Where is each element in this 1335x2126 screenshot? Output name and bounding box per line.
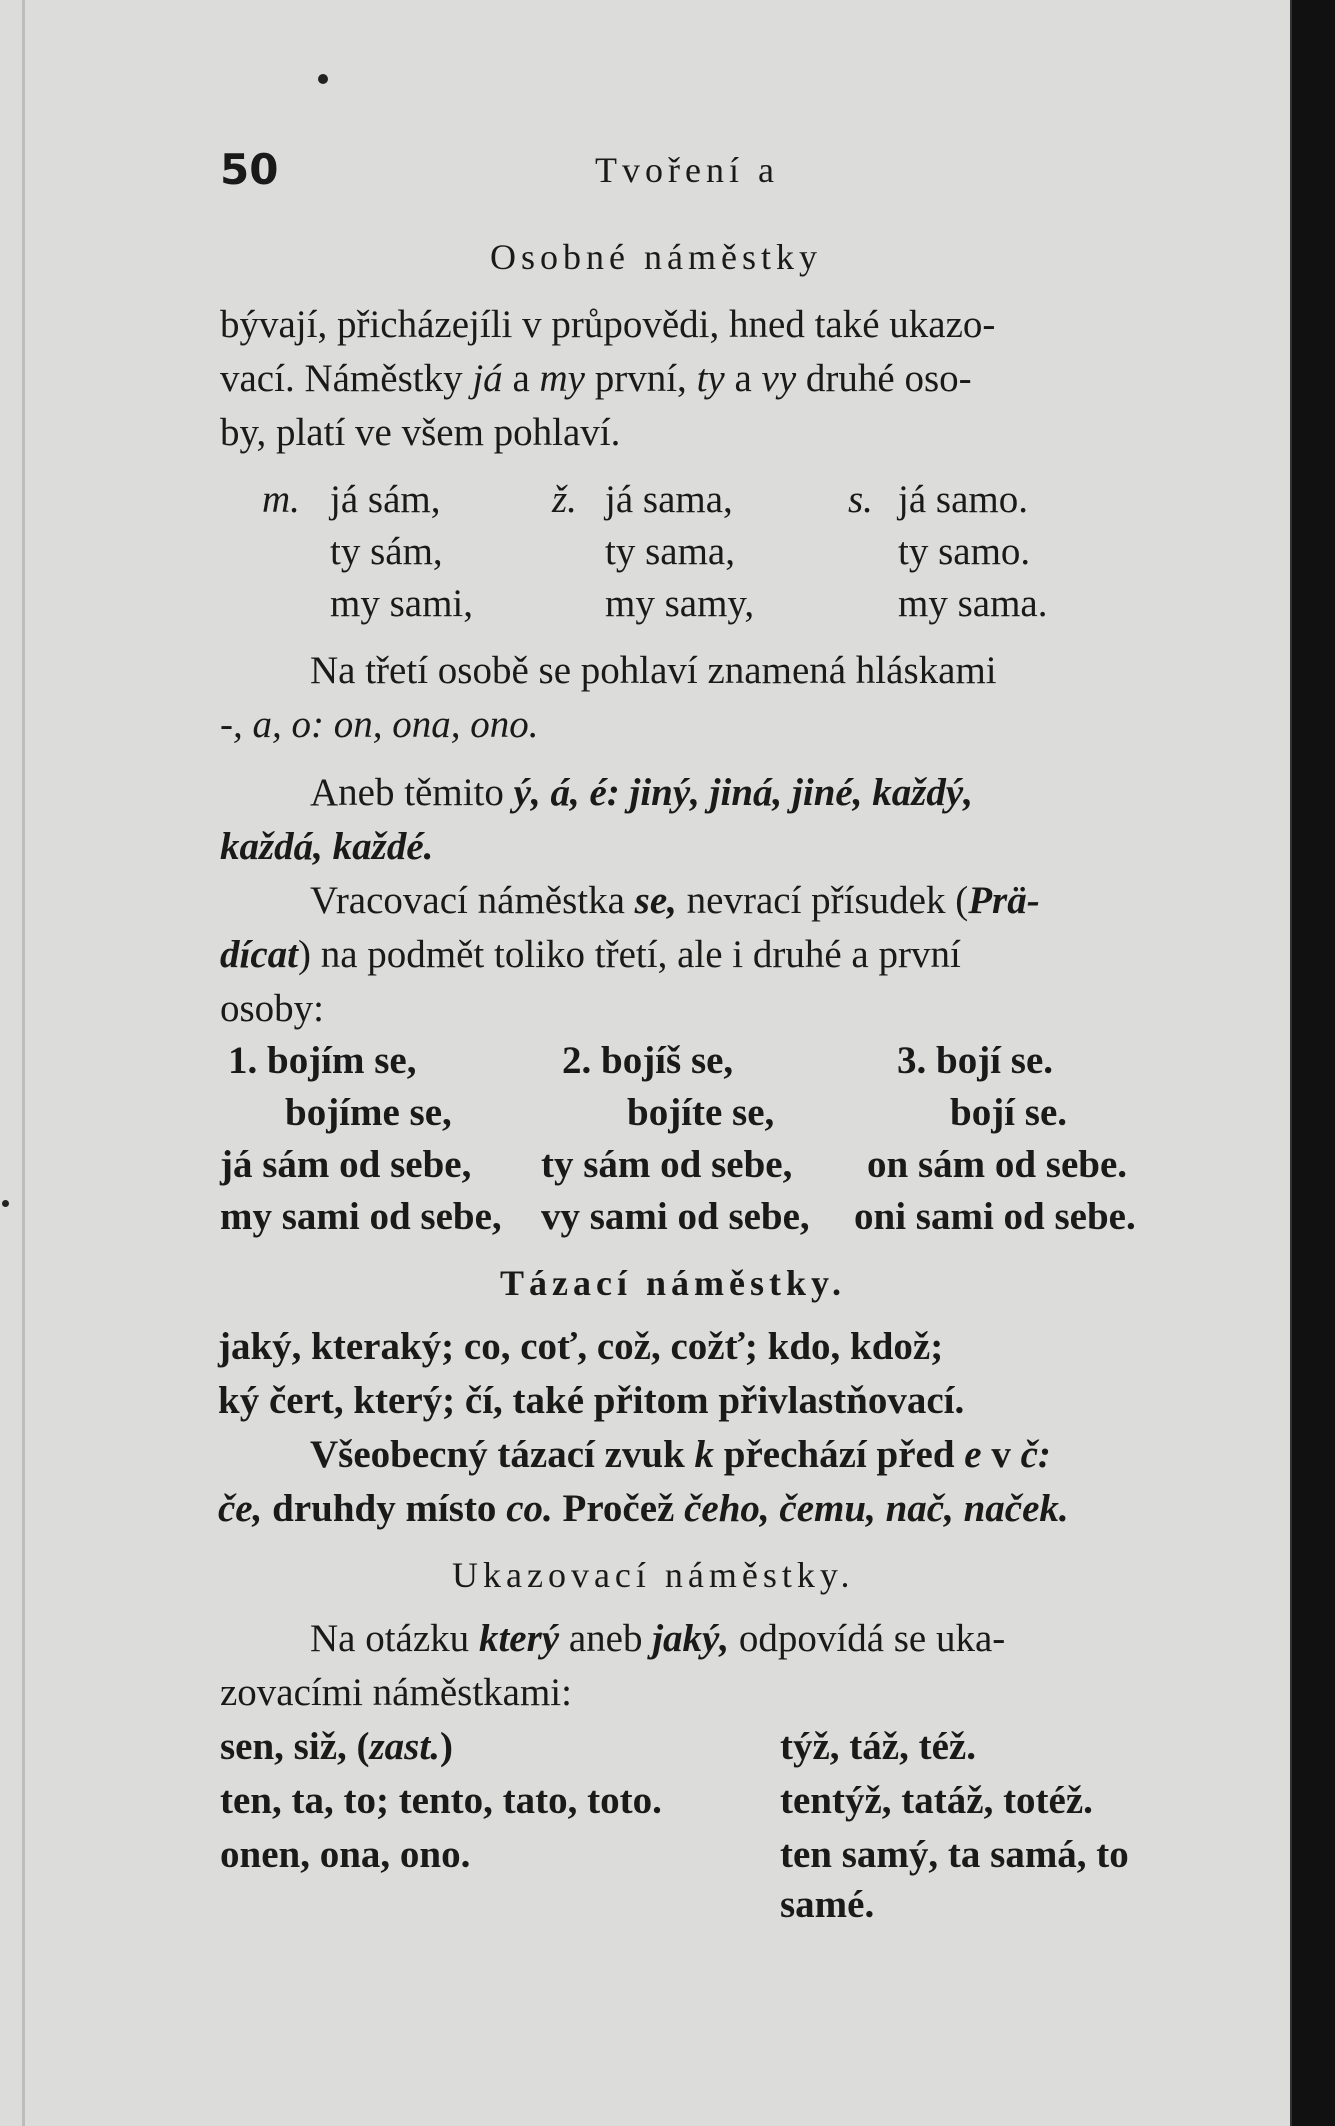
gender-label-s: s. <box>848 478 873 521</box>
text-line: Na třetí osobě se pohlaví znamená hláskami <box>310 649 997 692</box>
table-cell: ty sám od sebe, <box>541 1143 793 1186</box>
text-line: týž, táž, též. <box>780 1725 976 1768</box>
text-line: onen, ona, ono. <box>220 1833 471 1876</box>
text-line: ten, ta, to; tento, tato, toto. <box>220 1779 662 1822</box>
table-cell: on sám od sebe. <box>867 1143 1128 1186</box>
section-heading-personal: Osobné náměstky <box>490 237 822 277</box>
text-line: Na otázku který aneb jaký, odpovídá se uka- <box>310 1617 1006 1660</box>
table-cell: 3. bojí se. <box>897 1039 1053 1082</box>
scan-dark-edge <box>1292 0 1335 2126</box>
text-line: če, druhdy místo co. Pročež čeho, čemu, nač, naček. <box>218 1487 1069 1530</box>
table-cell: vy sami od sebe, <box>541 1195 810 1238</box>
text-line: sen, siž, (zast.) <box>220 1725 453 1768</box>
gender-label-m: m. <box>262 478 300 521</box>
text-line: vací. Náměstky já a my první, ty a vy druhé oso- <box>220 357 972 400</box>
text-line: Aneb těmito ý, á, é: jiný, jiná, jiné, každý, <box>310 771 973 814</box>
section-heading-interrogative: Tázací náměstky. <box>500 1263 846 1303</box>
text-line: Všeobecný tázací zvuk k přechází před e v č: <box>310 1433 1051 1476</box>
table-cell: ty samo. <box>898 530 1031 573</box>
table-cell: bojíte se, <box>627 1091 775 1134</box>
text-line: každá, každé. <box>220 825 434 868</box>
page-number: 50 <box>220 145 279 194</box>
gender-label-z: ž. <box>552 478 577 521</box>
text-line: ký čert, který; čí, také přitom přivlastňovací. <box>218 1379 965 1422</box>
table-cell: já sám, <box>330 478 441 521</box>
text-line: -, a, o: on, ona, ono. <box>220 703 539 746</box>
table-cell: my sami, <box>330 582 473 625</box>
table-cell: já sama, <box>605 478 733 521</box>
section-heading-demonstrative: Ukazovací náměstky. <box>452 1555 855 1595</box>
text-line: Vracovací náměstka se, nevrací přísudek (Prä- <box>310 879 1040 922</box>
text-line: dícat) na podmět toliko třetí, ale i druhé a první <box>220 933 961 976</box>
table-cell: ty sám, <box>330 530 443 573</box>
text-line: by, platí ve všem pohlaví. <box>220 411 621 454</box>
running-title: Tvoření a <box>595 150 779 190</box>
ink-dot <box>2 1200 9 1207</box>
table-cell: oni sami od sebe. <box>854 1195 1136 1238</box>
ink-dot <box>318 74 328 84</box>
text-line: ten samý, ta samá, to <box>780 1833 1129 1876</box>
table-cell: ty sama, <box>605 530 735 573</box>
table-cell: my sami od sebe, <box>220 1195 502 1238</box>
table-cell: já sám od sebe, <box>220 1143 472 1186</box>
text-line: bývají, přicházejíli v průpovědi, hned také ukazo- <box>220 303 996 346</box>
scan-edge-line <box>22 0 25 2126</box>
text-line: tentýž, tatáž, totéž. <box>780 1779 1093 1822</box>
text-line: samé. <box>780 1883 875 1926</box>
table-cell: 2. bojíš se, <box>562 1039 734 1082</box>
table-cell: my sama. <box>898 582 1048 625</box>
text-line: zovacími náměstkami: <box>220 1671 572 1714</box>
text-line: jaký, kteraký; co, coť, což, cožť; kdo, kdož; <box>218 1325 944 1368</box>
table-cell: bojí se. <box>950 1091 1067 1134</box>
table-cell: já samo. <box>898 478 1028 521</box>
table-cell: my samy, <box>605 582 755 625</box>
text-line: osoby: <box>220 987 325 1030</box>
table-cell: 1. bojím se, <box>228 1039 417 1082</box>
table-cell: bojíme se, <box>285 1091 452 1134</box>
